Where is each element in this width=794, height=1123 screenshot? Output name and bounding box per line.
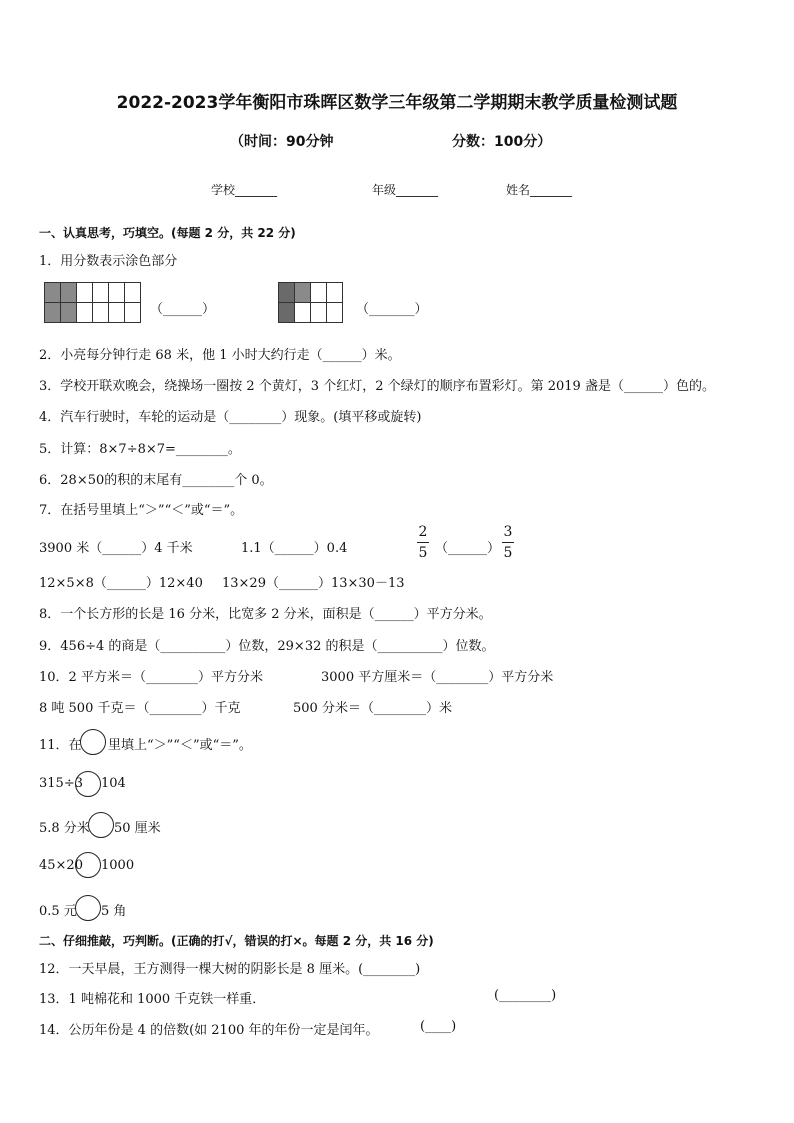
- fraction-grid-b: [278, 282, 343, 323]
- section-2-heading: 二、仔细推敲，巧判断。(正确的打√，错误的打×。每题 2 分，共 16 分): [39, 934, 434, 948]
- question-13-blank: (________): [494, 988, 557, 1003]
- name-field: 姓名_______: [506, 183, 573, 197]
- fraction-denominator: 5: [418, 545, 428, 561]
- question-7-d: 12×5×8（______）12×40: [39, 576, 203, 591]
- fraction-grid-a: [44, 282, 141, 323]
- question-7-fraction-left: [417, 523, 429, 562]
- question-1-blank-b: （_______）: [356, 302, 428, 317]
- question-7-e: 13×29（______）13×30－13: [222, 576, 405, 591]
- question-7-a: 3900 米（______）4 千米: [39, 541, 193, 556]
- fraction-denominator: 5: [503, 545, 513, 561]
- question-7-c-blank: （______）: [435, 541, 501, 556]
- question-13: 13．1 吨棉花和 1000 千克铁一样重．: [39, 992, 266, 1007]
- grade-field: 年级_______: [372, 183, 439, 197]
- question-11-d-left: 0.5 元: [39, 904, 77, 919]
- question-12: 12．一天早晨，王方测得一棵大树的阴影长是 8 厘米。(________): [39, 962, 421, 977]
- question-14: 14．公历年份是 4 的倍数(如 2100 年的年份一定是闰年。: [39, 1023, 379, 1038]
- question-10-d: 500 分米＝（________）米: [293, 701, 452, 716]
- question-3: 3．学校开联欢晚会，绕操场一圈按 2 个黄灯，3 个红灯，2 个绿灯的顺序布置彩灯。第 2019 盏是（______）色的。: [39, 379, 715, 394]
- question-11-b-left: 5.8 分米: [39, 821, 90, 836]
- compare-circle: [75, 852, 101, 878]
- school-field: 学校_______: [211, 183, 278, 197]
- page-title: 2022-2023学年衡阳市珠晖区数学三年级第二学期期末教学质量检测试题: [116, 93, 678, 113]
- question-7: 7．在括号里填上“＞”“＜”或“＝”。: [39, 503, 244, 518]
- question-7-b: 1.1（______）0.4: [241, 541, 348, 556]
- question-11-suffix: 里填上“＞”“＜”或“＝”。: [108, 738, 252, 753]
- question-11-c-left: 45×20: [39, 858, 83, 873]
- question-10-a: 10．2 平方米＝（________）平方分米: [39, 670, 263, 685]
- question-9: 9．456÷4 的商是（__________）位数，29×32 的积是（__________）位数。: [39, 639, 495, 654]
- question-11-b-right: 50 厘米: [114, 821, 161, 836]
- question-10-b: 3000 平方厘米＝（________）平方分米: [321, 670, 554, 685]
- question-5: 5．计算：8×7÷8×7=________。: [39, 442, 241, 457]
- section-1-heading: 一、认真思考，巧填空。(每题 2 分，共 22 分): [39, 226, 296, 240]
- question-2: 2．小亮每分钟行走 68 米，他 1 小时大约行走（______）米。: [39, 348, 401, 363]
- question-11-a-left: 315÷3: [39, 776, 83, 791]
- question-1: 1．用分数表示涂色部分: [39, 254, 178, 269]
- fraction-numerator: 3: [503, 524, 513, 540]
- compare-circle: [75, 771, 101, 797]
- question-11-a-right: 104: [101, 776, 126, 791]
- compare-circle: [75, 895, 101, 921]
- question-10-c: 8 吨 500 千克＝（________）千克: [39, 701, 241, 716]
- question-1-blank-a: （______）: [150, 302, 216, 317]
- fraction-numerator: 2: [418, 524, 428, 540]
- question-7-fraction-right: [502, 523, 514, 562]
- compare-circle: [80, 729, 106, 755]
- question-8: 8．一个长方形的长是 16 分米，比宽多 2 分米，面积是（______）平方分米。: [39, 607, 492, 622]
- question-11-d-right: 5 角: [101, 904, 127, 919]
- exam-score: 分数：100分）: [452, 134, 552, 150]
- question-4: 4．汽车行驶时，车轮的运动是（________）现象。(填平移或旋转): [39, 410, 422, 425]
- compare-circle: [88, 812, 114, 838]
- question-14-blank: (____): [420, 1019, 457, 1034]
- exam-time: （时间：90分钟: [230, 134, 334, 150]
- question-6: 6．28×50的积的末尾有________个 0。: [39, 473, 273, 488]
- question-11-c-right: 1000: [101, 858, 135, 873]
- question-11-prefix: 11．在: [39, 738, 82, 753]
